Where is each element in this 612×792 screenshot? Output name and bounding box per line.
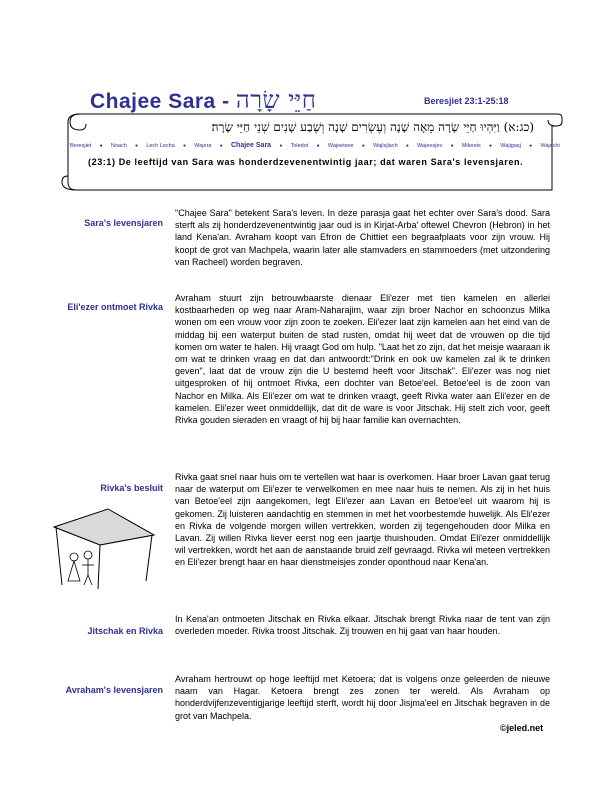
wedding-canopy-illustration [48, 505, 158, 590]
verse-dutch: (23:1) De leeftijd van Sara was honderdzevenentwintig jaar; dat waren Sara's levensjaren. [88, 157, 524, 167]
section-label: Sara's levensjaren [84, 218, 163, 228]
section-text: Avraham stuurt zijn betrouwbaarste dienaar Eli'ezer met tien kamelen en allerlei kostbaarheden op weg naar Aram-Naharajim, waar zijn broer Nachor en schoonzus Milka wonen om een vrouw voor zijn zoon te zoeken. Eli'ezer laat zijn kamelen aan het eind van de middag bij een waterput buiten de stad rusten, omdat hij weet dat de vrouwen op die tijd komen om water te halen. Hij vraagt God om hulp. "Laat het zo zijn, dat het meisje waaraan ik om wat te drinken vraag en dat dan antwoordt:"Drink en ook uw kamelen zal ik te drinken geven", laat dat de vrouw zijn die U bestemd heeft voor Jitschak". Eli'ezer was nog niet uitgesproken of hij ontmoet Rivka, een dochter van Betoe'eel. Betoe'eel is de zoon van Nachor en Milka. Als Eli'ezer om wat te drinken vraagt, geeft Rivka water aan Eli'ezer en de kamelen. Eli'ezer weet onmiddellijk, dat dit de ware is voor Jitschak. Hij stelt zich voor, geeft Rivka gouden sieraden en vraagt of hij bij haar familie kan overnachten. [175, 293, 550, 426]
book-link[interactable]: Beresjiet [70, 143, 92, 149]
separator-icon: ● [135, 143, 139, 149]
book-link[interactable]: Wajera [194, 143, 212, 149]
separator-icon: ● [405, 143, 409, 149]
separator-icon: ● [219, 143, 223, 149]
book-link[interactable]: Wajeesjev [417, 143, 443, 149]
chuppah-icon [48, 505, 158, 590]
book-link[interactable]: Mikeets [461, 143, 481, 149]
book-link[interactable]: Wajisjlach [373, 143, 398, 149]
book-link[interactable]: Wajechi [540, 143, 560, 149]
separator-icon: ● [316, 143, 320, 149]
separator-icon: ● [450, 143, 454, 149]
separator-icon: ● [361, 143, 365, 149]
section-label: Eli'ezer ontmoet Rivka [67, 302, 163, 312]
separator-icon: ● [279, 143, 283, 149]
section-text: "Chajee Sara" betekent Sara's leven. In deze parasja gaat het echter over Sara's dood. Sara sterft als zij honderdzevenentwintig jaar oud is in Kirjat-Arba' oftewel Chevron (Hebron) in het land Kena'an. Avraham koopt van Efron de Chittiet een begraafplaats voor zijn vrouw. Hij koopt de grot van Machpela, waarin later alle stamvaders en stammoeders (met uitzondering van Racheel) worden begraven. [175, 208, 550, 267]
books-nav [70, 142, 560, 149]
separator-icon: ● [183, 143, 187, 149]
section-text: Rivka gaat snel naar huis om te vertellen wat haar is overkomen. Haar broer Lavan gaat terug naar de waterput om Eli'ezer te verwelkomen en mee naar huis te nemen. Als zij in het huis van Betoe'eel zijn aangekomen, legt Eli'ezer aan Lavan en Betoe'eel uit waarom hij is gekomen. Zij luisteren aandachtig en stemmen in met het voorbestemde huwelijk. Als Eli'ezer en Rivka de volgende morgen willen vertrekken, worden zij tegengehouden door Milka en Lavan. Zij willen Rivka liever eerst nog een jaartje thuishouden. Omdat Eli'ezer onmiddellijk wil vertrekken, wordt het aan de aanstaande bruid zelf gevraagd. Rivka wil meteen vertrekken en Eli'ezer brengt haar en haar dienstmeisjes zonder oponthoud naar Kena'an. [175, 472, 550, 568]
section-text: In Kena'an ontmoeten Jitschak en Rivka elkaar. Jitschak brengt Rivka naar de tent van zijn overleden moeder. Rivka troost Jitschak. Zij trouwen en hij gaat van haar houden. [175, 614, 550, 637]
book-link[interactable]: Lech Lecha [146, 143, 175, 149]
bible-reference: Beresjiet 23:1-25:18 [424, 96, 509, 106]
separator-icon: ● [529, 143, 533, 149]
section-text: Avraham hertrouwt op hoge leeftijd met Ketoera; dat is volgens onze geleerden de nieuwe naam van Hagar. Ketoera brengt zes zonen ter wereld. Als Avraham op honderdvijfenzeventigjarige leeftijd sterft, wordt hij door Jisjma'eel en Jitschak begraven in de grot van Machpela. [175, 674, 550, 721]
book-link[interactable]: Noach [110, 143, 127, 149]
section-label: Rivka's besluit [100, 483, 163, 493]
title-hebrew: חַיֵּי שָׂרָה [235, 86, 317, 114]
book-link[interactable]: Wajigasj [500, 143, 521, 149]
verse-scroll [58, 110, 564, 195]
book-link[interactable]: Toledot [290, 143, 309, 149]
verse-hebrew: (כג:א) וַיִּהְיוּ חַיֵּי שָׂרָה מֵאָה שָׁנָה וְעֶשְׂרִים שָׁנָה וְשֶׁבַע שָׁנִים שְׁנֵי חַיֵּי שָׂרָה׃ [211, 120, 534, 134]
section-label: Jitschak en Rivka [87, 626, 163, 636]
title-latin: Chajee Sara - [90, 90, 230, 113]
separator-icon: ● [99, 143, 103, 149]
book-link-current[interactable]: Chajee Sara [230, 142, 272, 149]
separator-icon: ● [489, 143, 493, 149]
section-label: Avraham's levensjaren [65, 685, 163, 695]
book-link[interactable]: Wajeetsee [327, 143, 354, 149]
site-credit: ©jeled.net [500, 723, 544, 733]
